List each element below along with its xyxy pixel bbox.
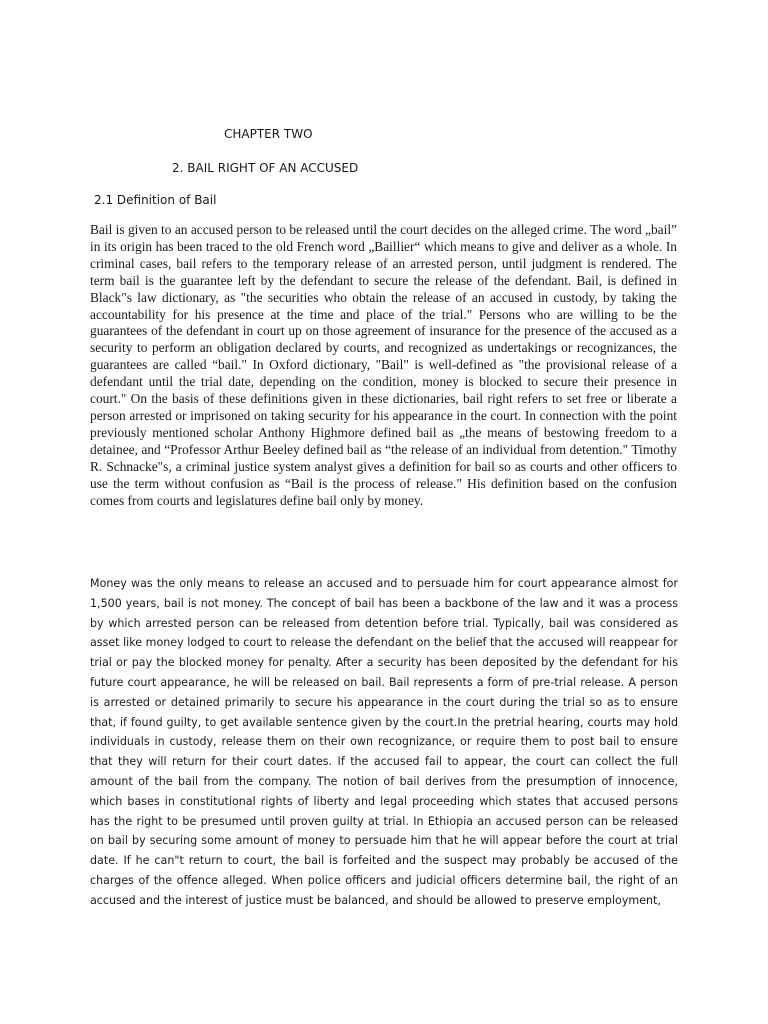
section-title: 2. BAIL RIGHT OF AN ACCUSED bbox=[172, 161, 359, 175]
paragraph-bail-history: Money was the only means to release an accused and to persuade him for court appearance almost for 1,500 years, bail is not money. The concept of bail has been a backbone of the law and it was a process by which arrested person can be released from detention before trial. Typically, bail was considered as asset like money lodged to court to release the defendant on the belief that the accused will reappear for trial or pay the blocked money for penalty. After a security has been deposited by the defendant for his future court appearance, he will be released on bail. Bail represents a form of pre-trial release. A person is arrested or detained primarily to secure his appearance in the court during the trial so as to ensure that, if found guilty, to get available sentence given by the court.In the pretrial hearing, courts may hold individuals in custody, release them on their own recognizance, or require them to post bail to ensure that they will return for their court dates. If the accused fail to appear, the court can collect the full amount of the bail from the company. The notion of bail derives from the presumption of innocence, which bases in constitutional rights of liberty and legal proceeding which states that accused persons has the right to be presumed until proven guilty at trial. In Ethiopia an accused person can be released on bail by securing some amount of money to persuade him that he will appear before the court at trial date. If he can"t return to court, the bail is forfeited and the suspect may probably be accused of the charges of the offence alleged. When police officers and judicial officers determine bail, the right of an accused and the interest of justice must be balanced, and should be allowed to preserve employment, bbox=[90, 577, 678, 907]
subsection-title: 2.1 Definition of Bail bbox=[94, 193, 217, 207]
paragraph-bail-definition: Bail is given to an accused person to be released until the court decides on the alleged crime. The word „bail” in its origin has been traced to the old French word „Baillier“ which means to give and deliver as a whole. In criminal cases, bail refers to the temporary release of an arrested person, until judgment is rendered. The term bail is the guarantee left by the defendant to secure the release of the defendant. Bail, is defined in Black"s law dictionary, as "the securities who obtain the release of an accused in custody, by taking the accountability for his presence at the time and place of the trial." Persons who are willing to be the guarantees of the defendant in court up on those agreement of insurance for the presence of the accused as a security to perform an obligation declared by courts, and recognized as undertakings or recognizances, the guarantees are called “bail." In Oxford dictionary, "Bail" is well-defined as "the provisional release of a defendant until the trial date, depending on the condition, money is blocked to secure their presence in court." On the basis of these definitions given in these dictionaries, bail right refers to set free or liberate a person arrested or imprisoned on taking security for his appearance in the court. In connection with the point previously mentioned scholar Anthony Highmore defined bail as „the means of bestowing freedom to a detainee, and “Professor Arthur Beeley defined bail as “the release of an individual from detention." Timothy R. Schnacke"s, a criminal justice system analyst gives a definition for bail so as courts and other officers to use the term without confusion as “Bail is the process of release." His definition based on the confusion comes from courts and legislatures define bail only by money. bbox=[90, 222, 677, 508]
chapter-title: CHAPTER TWO bbox=[224, 127, 313, 141]
